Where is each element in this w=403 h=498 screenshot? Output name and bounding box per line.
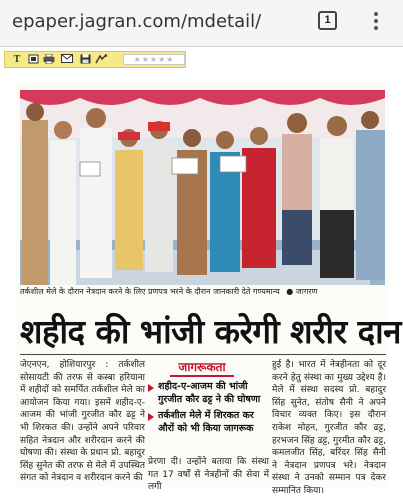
browser-address-bar (0, 0, 403, 47)
highlight-box (148, 359, 269, 451)
print-icon[interactable] (43, 54, 55, 65)
toolbar-strip (4, 51, 186, 68)
crop-icon[interactable] (27, 54, 39, 65)
caption-credit: ● जागरण (286, 287, 318, 296)
viewer-toolbar (0, 49, 403, 71)
url-field[interactable] (12, 8, 302, 36)
article-column-2: प्रेरणा दी। उन्होंने बताया कि संस्था गत 17 वर्षों से नेत्रहीनों की सेवा में लगी (148, 457, 269, 493)
box-point-1: शहीद-ए-आजम की भांजी गुरजीत कौर ढट्ट ने की घोषणा (148, 381, 269, 406)
email-icon[interactable] (61, 54, 73, 65)
newspaper-clipping (16, 82, 401, 496)
article-headline: शहीद की भांजी करेगी शरीर दान (20, 312, 401, 351)
share-icon[interactable] (95, 54, 107, 65)
box-point-2: तर्कशील मेले में शिरकत कर औरों को भी किया जागरूक (148, 410, 269, 435)
save-icon[interactable] (79, 54, 91, 65)
article-column-1: जेएनएन, होशियारपुर : तर्कशील सोसायटी की तरफ से कस्बा हरियाना में शहीदों को समर्पित तर्कशील मेले का आयोजन किया गया। इसमें शहीद-ए-आजम की भांजी गुरजीत कौर ढट्ट ने भी शिरकत की। उन्होंने अपने परिवार सहित नेत्रदान और शरीरदान करने की घोषणा की। संस्था के प्रधान प्रो. बहादुर सिंह सुनेत की तरफ से मेले में उपस्थित संगत को नेत्रदान व शरीरदान करने की (20, 360, 145, 484)
overflow-menu-icon[interactable] (368, 10, 384, 34)
box-kicker: जागरूकता (170, 359, 234, 377)
tab-count: 1 (324, 14, 331, 26)
caption-text: तर्कशील मेले के दौरान नेत्रदान करने के लिए प्रणपत्र भरने के दौरान जानकारी देते गण्यमान्य (20, 287, 280, 296)
article-photo (20, 90, 385, 285)
photo-caption (20, 287, 386, 297)
url-fade (278, 8, 302, 36)
tab-switcher-button[interactable] (318, 11, 337, 30)
article-column-3: हुई है। भारत में नेत्रहीनता को दूर करने हेतु संस्था का मुख्य उद्देश्य है। मेले में संस्था सदस्य प्रो. बहादुर सिंह सुनेत, संतोष सैनी ने अपने विचार व्यक्त किए। इस दौरान राकेश मोहन, गुरजीत कौर ढट्ट, हरभजन सिंह ढट्ट, गुरमीत कौर ढट्ट, कमलजीत सिंह, बरिंदर सिंह सैनी ने नेत्रदान प्रणपत्र भरे। नेत्रदान संस्था ने उनको सम्मान पत्र देकर सम्मानित किया। (272, 360, 386, 496)
text-tool-icon[interactable]: T (13, 54, 21, 65)
rating-stars[interactable]: ★★★★★ (123, 54, 185, 65)
headline-divider (20, 354, 386, 355)
url-text: epaper.jagran.com/mdetail/ (12, 11, 262, 32)
